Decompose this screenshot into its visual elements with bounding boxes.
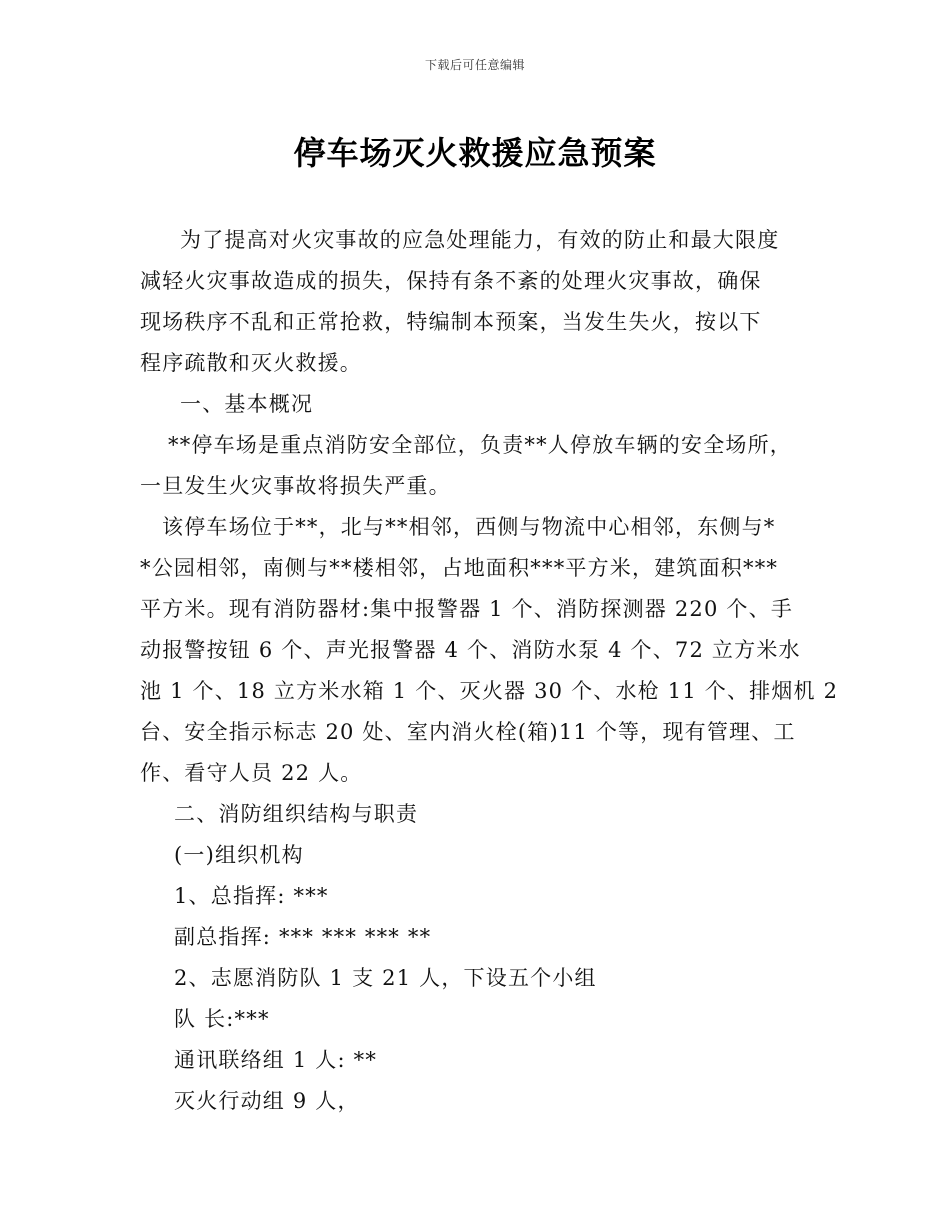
paragraph-line: *公园相邻，南侧与**楼相邻，占地面积***平方米，建筑面积*** [140, 556, 779, 580]
list-item: 队 长:*** [174, 1007, 270, 1031]
list-item: 1、总指挥: *** [174, 884, 329, 908]
document-body [140, 220, 839, 1122]
list-item: 灭火行动组 9 人， [174, 1089, 360, 1113]
paragraph-line: 一旦发生火灾事故将损失严重。 [140, 474, 451, 498]
section-heading: 一、基本概况 [180, 392, 314, 416]
paragraph-line: **停车场是重点消防安全部位，负责**人停放车辆的安全场所， [168, 433, 792, 457]
section-heading: 二、消防组织结构与职责 [174, 802, 419, 826]
paragraph-line: 平方米。现有消防器材:集中报警器 1 个、消防探测器 220 个、手 [140, 597, 794, 621]
list-item: 副总指挥: *** *** *** ** [174, 925, 432, 949]
paragraph-line: 台、安全指示标志 20 处、室内消火栓(箱)11 个等，现有管理、工 [140, 720, 796, 744]
list-item: 2、志愿消防队 1 支 21 人，下设五个小组 [174, 966, 597, 990]
paragraph-line: 减轻火灾事故造成的损失，保持有条不紊的处理火灾事故，确保 [140, 269, 762, 293]
list-item: 通讯联络组 1 人: ** [174, 1048, 378, 1072]
paragraph-line: 池 1 个、18 立方米水箱 1 个、灭火器 30 个、水枪 11 个、排烟机 2 [140, 679, 839, 703]
document-title: 停车场灭火救援应急预案 [293, 134, 657, 172]
paragraph-line: 现场秩序不乱和正常抢救，特编制本预案，当发生失火，按以下 [140, 310, 762, 334]
subsection-heading: (一)组织机构 [174, 843, 304, 867]
header-note: 下载后可任意编辑 [424, 58, 525, 72]
paragraph-line: 为了提高对火灾事故的应急处理能力，有效的防止和最大限度 [180, 228, 780, 252]
paragraph-line: 程序疏散和灭火救援。 [140, 351, 362, 375]
paragraph-line: 动报警按钮 6 个、声光报警器 4 个、消防水泵 4 个、72 立方米水 [140, 638, 801, 662]
paragraph-line: 作、看守人员 22 人。 [140, 761, 363, 785]
paragraph-line: 该停车场位于**，北与**相邻，西侧与物流中心相邻，东侧与* [162, 515, 776, 539]
